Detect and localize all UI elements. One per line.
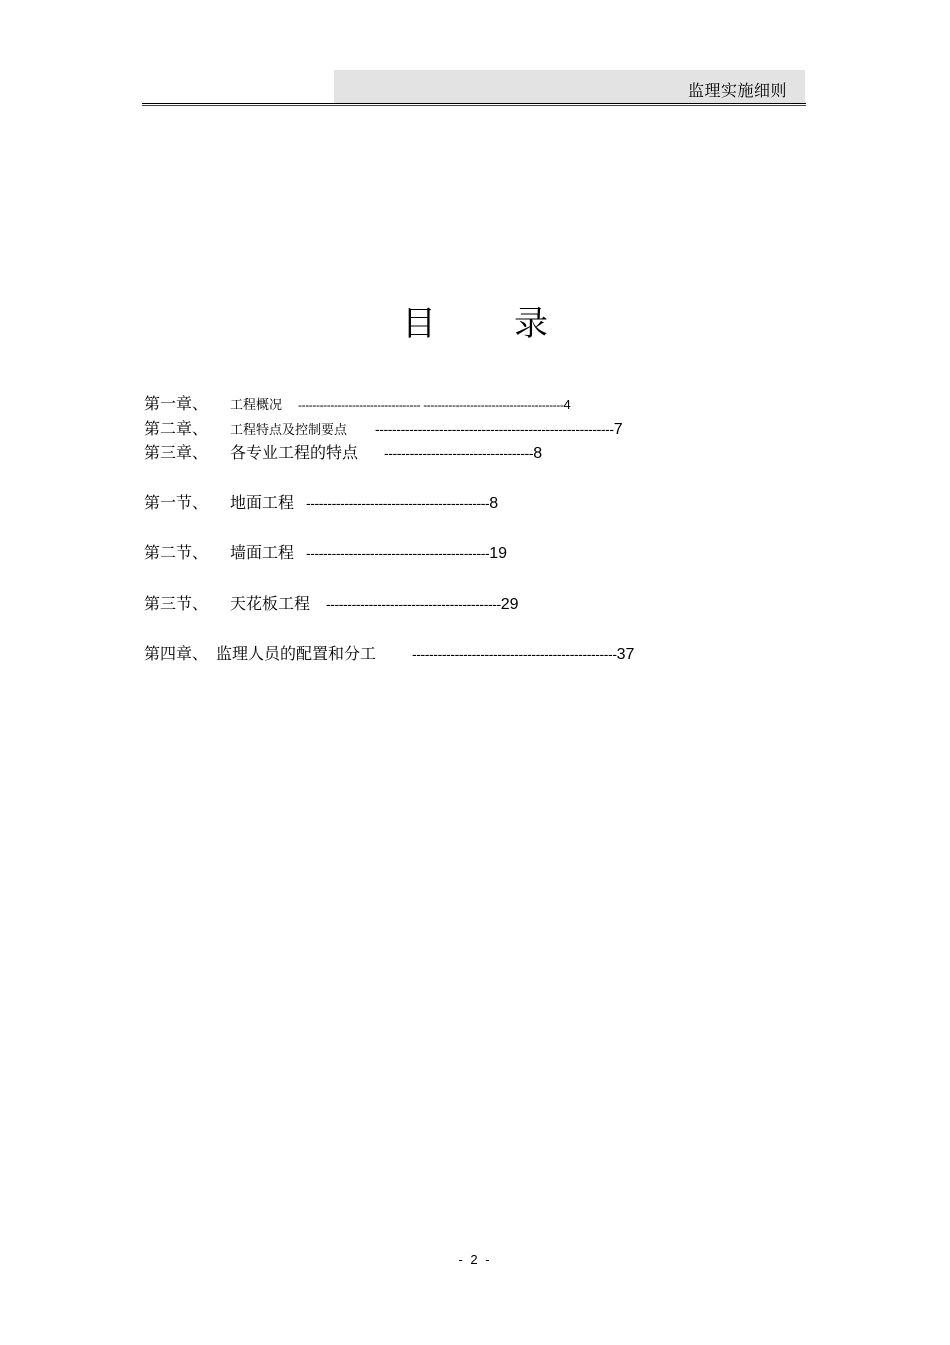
toc-entry-leader: ----------------------------------- <box>384 445 534 461</box>
toc-entry-prefix: 第一章、 <box>144 394 209 413</box>
toc-entry-leader: ------------------------------------------- <box>306 545 490 561</box>
toc-entry[interactable] <box>144 418 623 442</box>
toc-entry[interactable] <box>144 393 571 417</box>
toc-entry[interactable] <box>144 593 519 616</box>
toc-entry-label: 各专业工程的特点 <box>230 443 359 462</box>
toc-entry-label: 天花板工程 <box>230 594 311 613</box>
toc-entry-label: 地面工程 <box>230 493 295 512</box>
toc-entry-prefix: 第二章、 <box>144 419 209 438</box>
toc-entry[interactable] <box>144 643 634 666</box>
toc-entry-page: 19 <box>489 545 508 562</box>
toc-entry-page: 7 <box>613 421 623 438</box>
toc-entry[interactable] <box>144 492 498 515</box>
toc-entry-prefix: 第二节、 <box>144 543 209 562</box>
toc-entry-leader: -------------------------------------------------------- <box>375 421 614 437</box>
toc-entry-label: 墙面工程 <box>230 543 295 562</box>
toc-entry-prefix: 第三节、 <box>144 594 209 613</box>
toc-entry-prefix: 第一节、 <box>144 493 209 512</box>
toc-entry[interactable] <box>144 442 542 465</box>
toc-entry-page: 8 <box>533 445 543 462</box>
toc-entry-page: 29 <box>500 596 519 613</box>
toc-entry-leader: ------------------------------------------- <box>306 495 490 511</box>
page-number: - 2 - <box>458 1252 492 1267</box>
toc-entry-leader: ---------------------------------- --------------------------------------- <box>298 398 564 412</box>
toc-entry-leader: ----------------------------------------- <box>326 596 501 612</box>
header-title: 监理实施细则 <box>687 81 787 100</box>
toc-title: 目录 <box>402 304 626 344</box>
toc-entry-page: 37 <box>616 646 635 663</box>
toc-entry[interactable] <box>144 542 507 565</box>
toc-entry-page: 8 <box>489 495 499 512</box>
header-rule-thin <box>142 105 806 106</box>
toc-entry-prefix: 第三章、 <box>144 443 209 462</box>
toc-entry-label: 监理人员的配置和分工 <box>216 644 377 663</box>
toc-entry-page: 4 <box>563 397 571 412</box>
toc-entry-leader: ------------------------------------------------ <box>412 646 617 662</box>
toc-entry-prefix: 第四章、 <box>144 644 209 663</box>
toc-entry-label: 工程概况 <box>230 398 283 413</box>
running-header <box>334 70 805 103</box>
toc-entry-label: 工程特点及控制要点 <box>230 423 348 438</box>
